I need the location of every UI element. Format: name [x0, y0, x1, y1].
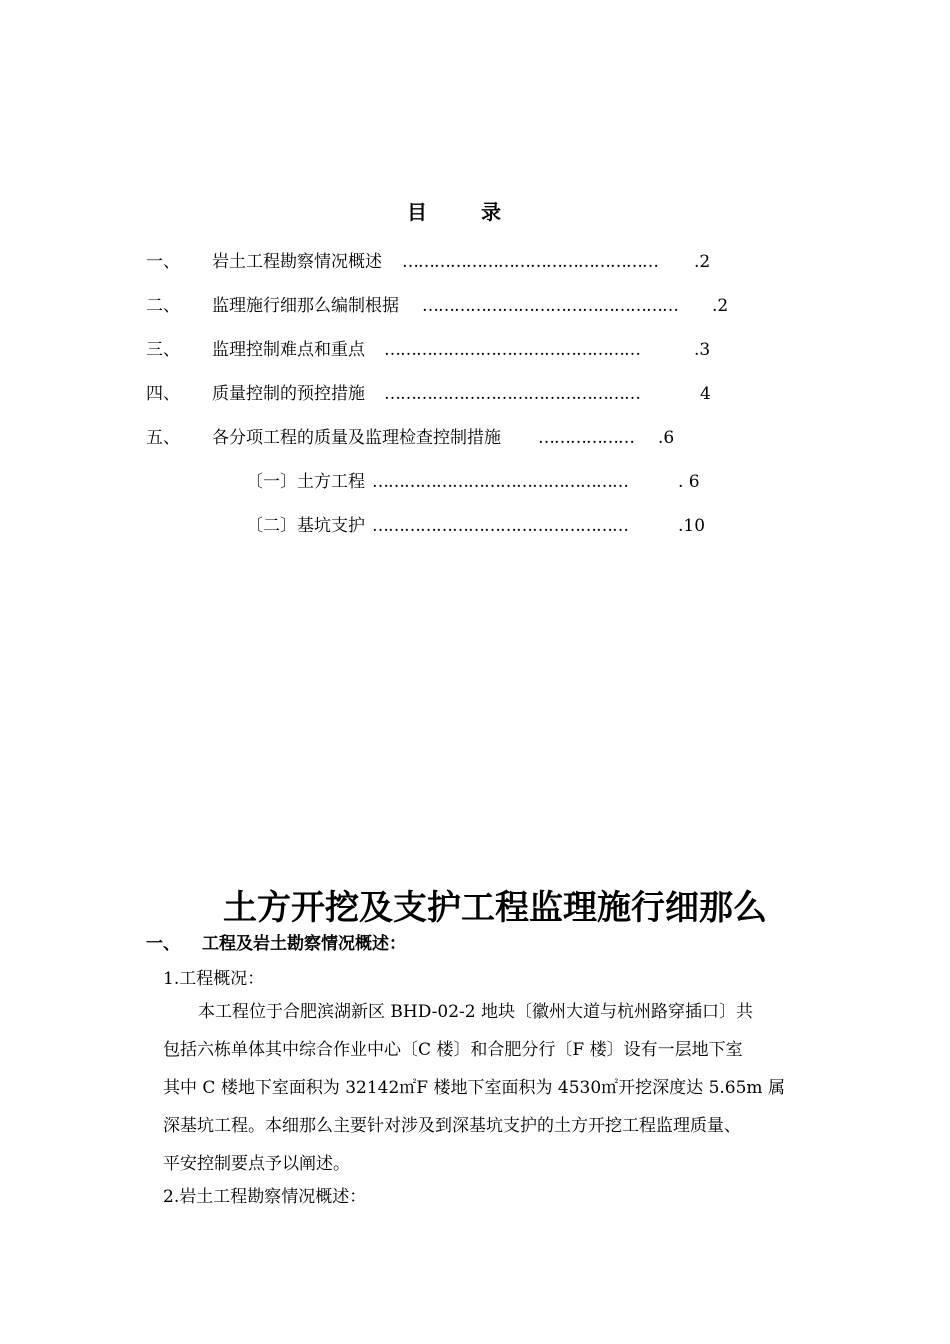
toc-title-char-1: 目: [407, 200, 429, 224]
toc-item-number: 四、: [146, 384, 180, 404]
toc-title-char-2: 录: [481, 200, 503, 224]
toc-leader-dots: …………………………………………: [384, 340, 640, 360]
document-title: 土方开挖及支护工程监理施行细那么: [223, 888, 767, 928]
paragraph-line: 本工程位于合肥滨湖新区 BHD-02-2 地块〔徽州大道与杭州路穿插口〕共: [198, 1002, 754, 1022]
toc-item[interactable]: [146, 292, 746, 320]
toc-item-label: 〔二〕基坑支护: [246, 516, 365, 536]
toc-leader-dots: …………………………………………: [372, 472, 628, 492]
toc-title: [0, 196, 910, 225]
toc-page-number: .10: [678, 516, 706, 536]
toc-page-number: . 6: [678, 472, 700, 492]
toc-item-number: 一、: [146, 252, 180, 272]
toc-item[interactable]: [246, 468, 726, 496]
toc-item-number: 三、: [146, 340, 180, 360]
toc-page-number: .2: [694, 252, 711, 272]
toc-page-number: 4: [700, 384, 711, 404]
subsection-heading: 1.工程概况：: [163, 969, 265, 989]
toc-item-number: 二、: [146, 296, 180, 316]
toc-item-label: 岩土工程勘察情况概述: [212, 252, 382, 272]
toc-leader-dots: ………………: [538, 428, 634, 448]
paragraph-line: 包括六栋单体其中综合作业中心〔C 楼〕和合肥分行〔F 楼〕设有一层地下室: [163, 1040, 743, 1060]
toc-item[interactable]: [146, 336, 726, 364]
toc-item-label: 监理施行细那么编制根据: [212, 296, 399, 316]
toc-leader-dots: …………………………………………: [402, 252, 658, 272]
toc-item[interactable]: [146, 248, 726, 276]
subsection-heading: 2.岩土工程勘察情况概述：: [163, 1187, 367, 1207]
toc-leader-dots: …………………………………………: [422, 296, 678, 316]
toc-leader-dots: …………………………………………: [372, 516, 628, 536]
toc-page-number: .2: [712, 296, 729, 316]
toc-page-number: .3: [694, 340, 711, 360]
toc-item-label: 各分项工程的质量及监理检查控制措施: [212, 428, 501, 448]
paragraph-line: 其中 C 楼地下室面积为 32142㎡F 楼地下室面积为 4530㎡开挖深度达 5.65m 属: [163, 1078, 785, 1098]
toc-item-number: 五、: [146, 428, 180, 448]
toc-item[interactable]: [146, 424, 706, 452]
section-number: 一、: [146, 934, 180, 954]
toc-page-number: .6: [658, 428, 675, 448]
toc-item-label: 监理控制难点和重点: [212, 340, 365, 360]
toc-item-label: 质量控制的预控措施: [212, 384, 365, 404]
toc-item[interactable]: [246, 512, 726, 540]
paragraph-line: 深基坑工程。本细那么主要针对涉及到深基坑支护的土方开挖工程监理质量、: [163, 1116, 741, 1136]
section-title: 工程及岩土勘察情况概述：: [202, 934, 406, 954]
toc-item-label: 〔一〕土方工程: [246, 472, 365, 492]
toc-leader-dots: …………………………………………: [384, 384, 640, 404]
toc-item[interactable]: [146, 380, 726, 408]
paragraph-line: 平安控制要点予以阐述。: [163, 1154, 350, 1174]
